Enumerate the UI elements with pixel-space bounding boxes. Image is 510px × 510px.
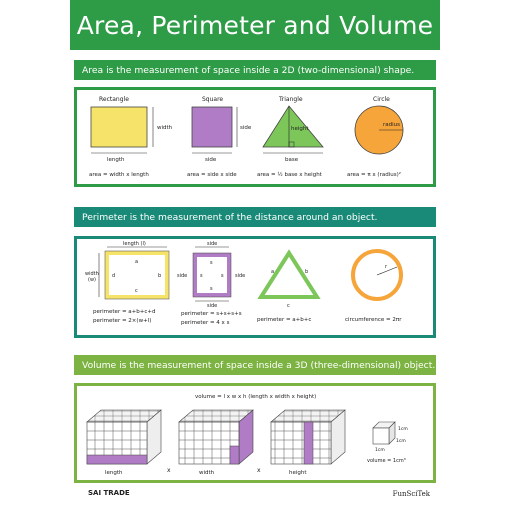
- perim-triangle-a: a: [271, 269, 275, 275]
- unit-cube: [373, 422, 395, 444]
- cube-width: [179, 410, 253, 464]
- volume-diagrams: [77, 386, 433, 480]
- area-circle-radius-label: radius: [383, 122, 401, 128]
- perimeter-panel: [74, 236, 436, 338]
- area-square-side-bottom: side: [205, 157, 217, 163]
- poster: [70, 0, 440, 510]
- perim-square-formula1: perimeter = s+s+s+s: [181, 311, 242, 317]
- volume-times-1: x: [167, 467, 171, 474]
- area-panel: [74, 87, 436, 187]
- volume-heading: Volume is the measurement of space inside a 3D (three-dimensional) object.: [74, 355, 436, 375]
- perim-triangle-formula: perimeter = a+b+c: [257, 317, 312, 323]
- area-diagrams: [77, 90, 433, 184]
- perim-square-side-top: side: [207, 241, 218, 247]
- perim-rect-width-label: width: [85, 271, 99, 277]
- area-heading: Area is the measurement of space inside a 2D (two-dimensional) shape.: [74, 60, 436, 80]
- perim-rect-a: a: [135, 259, 139, 265]
- area-square-name: Square: [202, 96, 224, 103]
- perim-square-formula2: perimeter = 4 x s: [181, 320, 230, 326]
- cube-length: [87, 410, 161, 464]
- perim-rect-width-abbr: (w): [88, 277, 96, 283]
- area-square-shape: [192, 107, 232, 147]
- perim-rect-length-label: length (l): [123, 241, 146, 247]
- perim-square-side-left: side: [177, 273, 188, 279]
- brand-logo-left: SAI TRADE: [88, 489, 130, 497]
- area-rect-name: Rectangle: [99, 96, 129, 103]
- area-rect-width-label: width: [157, 125, 173, 131]
- area-circle-formula: area = π x (radius)²: [347, 172, 401, 178]
- perim-rect-b: b: [158, 273, 162, 279]
- perim-triangle-shape: [261, 253, 317, 297]
- volume-height-label: height: [289, 470, 307, 476]
- area-triangle-name: Triangle: [279, 96, 303, 103]
- volume-panel: [74, 383, 436, 483]
- cube-height: [271, 410, 345, 464]
- area-square-side-right: side: [240, 125, 252, 131]
- perim-square-side-bottom: side: [207, 303, 218, 309]
- unit-cube-h: 1cm: [398, 427, 408, 432]
- area-triangle-formula: area = ½ base x height: [257, 172, 322, 178]
- perim-square-side-right: side: [235, 273, 246, 279]
- area-rect-length-label: length: [107, 157, 125, 163]
- unit-cube-formula: volume = 1cm³: [367, 458, 406, 464]
- perim-rect-c: c: [135, 288, 138, 294]
- perim-triangle-b: b: [305, 269, 309, 275]
- unit-cube-l: 1cm: [375, 448, 385, 453]
- perim-rect-formula2: perimeter = 2×(w+l): [93, 318, 152, 324]
- area-rect-formula: area = width x length: [89, 172, 149, 178]
- perim-triangle-c: c: [287, 303, 290, 309]
- area-circle-name: Circle: [373, 96, 390, 103]
- brand-logo-right: FunSciTek: [392, 490, 430, 498]
- volume-length-label: length: [105, 470, 123, 476]
- volume-times-2: x: [257, 467, 261, 474]
- perim-square-s-right: s: [221, 273, 224, 279]
- volume-formula-top: volume = l x w x h (length x width x height): [195, 394, 317, 400]
- page-title: Area, Perimeter and Volume: [70, 0, 440, 50]
- perim-square-s-bottom: s: [210, 286, 213, 292]
- unit-cube-w: 1cm: [396, 439, 406, 444]
- perim-circle-r: r: [385, 264, 388, 270]
- area-rectangle-shape: [91, 107, 147, 147]
- perim-rect-d: d: [112, 273, 116, 279]
- perimeter-diagrams: [77, 239, 433, 335]
- volume-width-label: width: [199, 470, 215, 476]
- perim-square-s-left: s: [200, 273, 203, 279]
- area-square-formula: area = side x side: [187, 172, 237, 178]
- perimeter-heading: Perimeter is the measurement of the distance around an object.: [74, 207, 436, 227]
- area-triangle-height-label: height: [291, 126, 309, 132]
- perim-square-s-top: s: [210, 260, 213, 266]
- perim-rect-formula1: perimeter = a+b+c+d: [93, 309, 156, 315]
- area-triangle-base-label: base: [285, 157, 299, 163]
- perim-circle-formula: circumference = 2πr: [345, 317, 402, 323]
